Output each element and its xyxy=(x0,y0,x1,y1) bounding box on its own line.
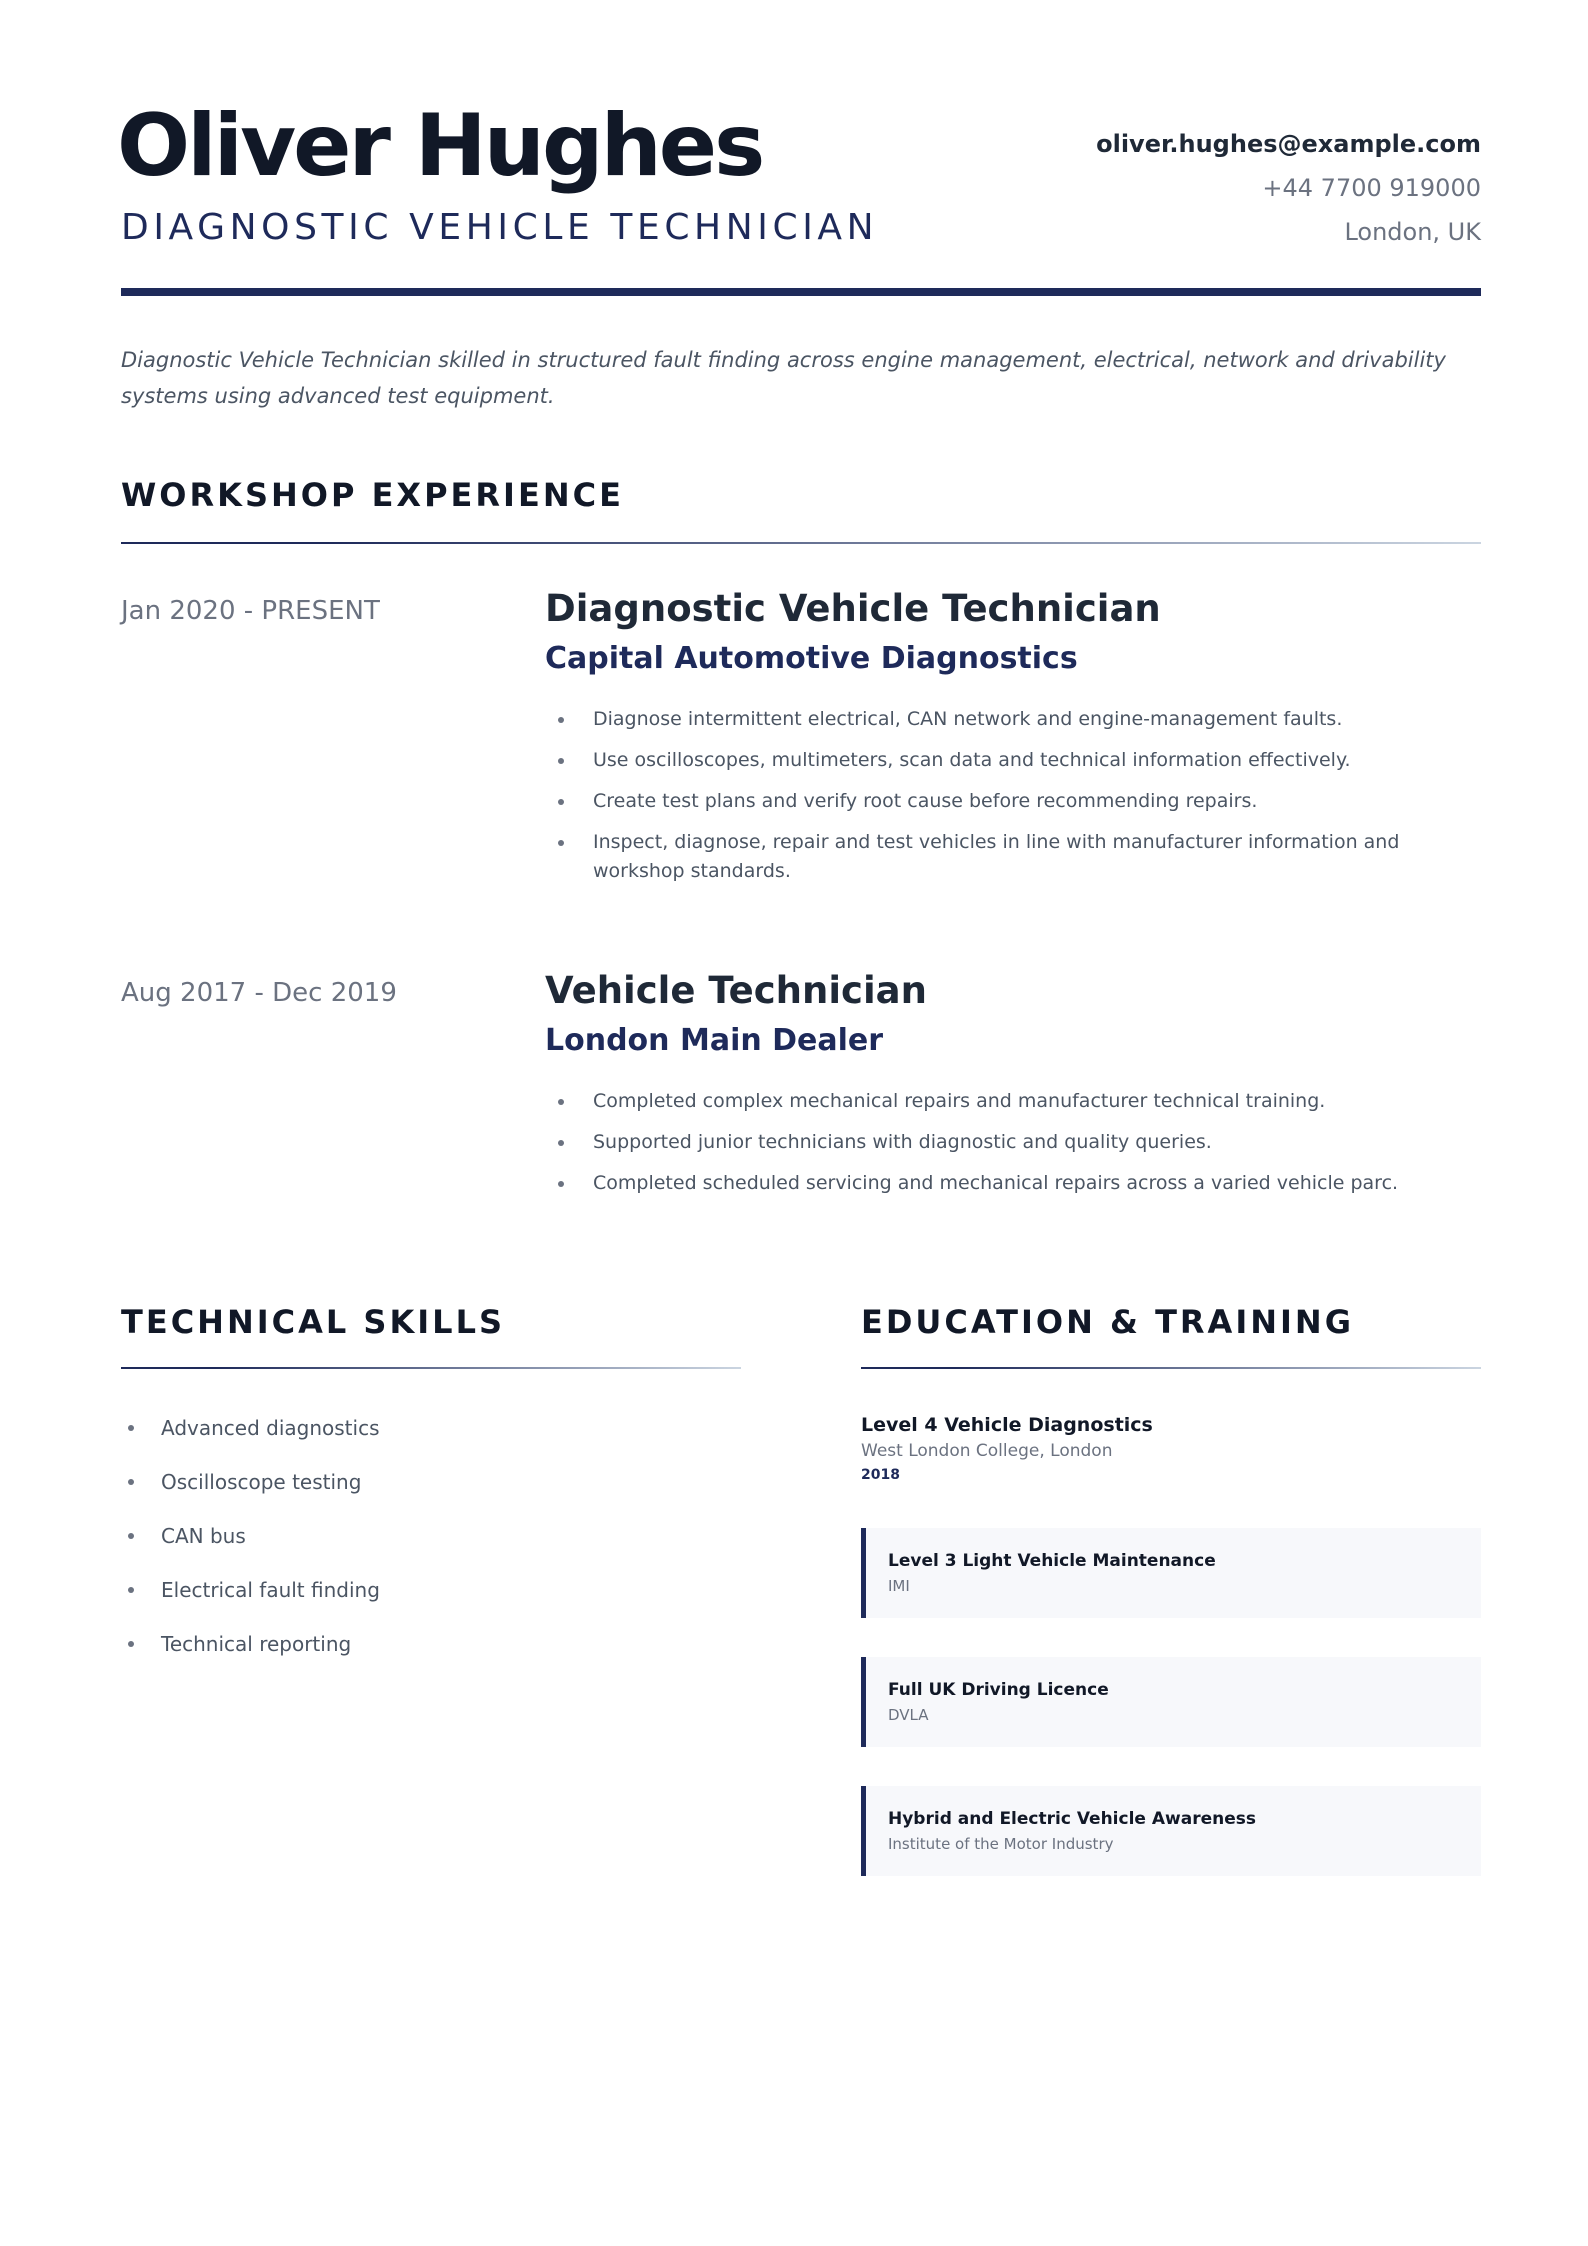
list-item xyxy=(121,1464,741,1518)
candidate-name: Oliver Hughes xyxy=(117,96,763,196)
education-heading: EDUCATION & TRAINING xyxy=(861,1303,1354,1341)
training-card xyxy=(861,1528,1481,1618)
list-item xyxy=(121,1626,741,1680)
experience-divider xyxy=(121,542,1481,544)
list-item xyxy=(545,1128,1481,1157)
skill-text: Technical reporting xyxy=(161,1632,352,1656)
bullet-icon xyxy=(128,1533,134,1539)
skills-divider xyxy=(121,1367,741,1369)
bullet-text: Use oscilloscopes, multimeters, scan data and technical information effectively. xyxy=(593,749,1351,771)
job-dates: Jan 2020 - PRESENT xyxy=(121,596,380,626)
bullet-text: Create test plans and verify root cause before recommending repairs. xyxy=(593,790,1258,812)
list-item xyxy=(121,1410,741,1464)
training-title: Level 3 Light Vehicle Maintenance xyxy=(888,1551,1216,1571)
job-title: Diagnostic Vehicle Technician xyxy=(545,587,1161,630)
list-item xyxy=(545,787,1481,816)
list-item xyxy=(121,1518,741,1572)
contact-location: London, UK xyxy=(1344,218,1481,246)
education-year: 2018 xyxy=(861,1467,900,1483)
contact-phone: +44 7700 919000 xyxy=(1262,174,1481,202)
job-bullets xyxy=(545,705,1481,898)
job-dates: Aug 2017 - Dec 2019 xyxy=(121,978,397,1008)
job-company: Capital Automotive Diagnostics xyxy=(545,641,1078,676)
skill-text: CAN bus xyxy=(161,1524,246,1548)
skill-text: Advanced diagnostics xyxy=(161,1416,380,1440)
job-bullets xyxy=(545,1087,1481,1210)
bullet-icon xyxy=(558,1099,564,1105)
bullet-text: Completed complex mechanical repairs and manufacturer technical training. xyxy=(593,1090,1326,1112)
job-title: Vehicle Technician xyxy=(545,969,927,1012)
list-item xyxy=(545,1087,1481,1116)
contact-email[interactable]: oliver.hughes@example.com xyxy=(1096,130,1481,158)
bullet-text: Supported junior technicians with diagnostic and quality queries. xyxy=(593,1131,1212,1153)
list-item xyxy=(545,746,1481,775)
bullet-text: Inspect, diagnose, repair and test vehicles in line with manufacturer information and workshop standards. xyxy=(593,831,1400,882)
experience-heading: WORKSHOP EXPERIENCE xyxy=(121,476,624,514)
bullet-icon xyxy=(128,1587,134,1593)
resume-header xyxy=(117,96,1481,296)
bullet-icon xyxy=(128,1479,134,1485)
bullet-text: Diagnose intermittent electrical, CAN network and engine-management faults. xyxy=(593,708,1343,730)
bullet-icon xyxy=(558,717,564,723)
skill-text: Oscilloscope testing xyxy=(161,1470,362,1494)
training-card xyxy=(861,1786,1481,1876)
training-card xyxy=(861,1657,1481,1747)
education-divider xyxy=(861,1367,1481,1369)
bullet-icon xyxy=(558,840,564,846)
bullet-icon xyxy=(128,1641,134,1647)
skills-list xyxy=(121,1410,741,1680)
bullet-icon xyxy=(558,799,564,805)
training-title: Full UK Driving Licence xyxy=(888,1680,1109,1700)
header-divider xyxy=(121,288,1481,296)
candidate-role: DIAGNOSTIC VEHICLE TECHNICIAN xyxy=(121,207,879,248)
contact-block xyxy=(1096,128,1481,260)
education-title: Level 4 Vehicle Diagnostics xyxy=(861,1414,1153,1436)
education-institution: West London College, London xyxy=(861,1441,1113,1461)
bullet-icon xyxy=(558,1140,564,1146)
list-item xyxy=(545,705,1481,734)
profile-summary: Diagnostic Vehicle Technician skilled in structured fault finding across engine management, electrical, network and drivability systems using advanced test equipment. xyxy=(121,348,1446,408)
education-entry xyxy=(861,1412,1481,1486)
bullet-text: Completed scheduled servicing and mechanical repairs across a varied vehicle parc. xyxy=(593,1172,1399,1194)
skill-text: Electrical fault finding xyxy=(161,1578,380,1602)
job-company: London Main Dealer xyxy=(545,1023,884,1058)
training-issuer: DVLA xyxy=(888,1706,929,1724)
list-item xyxy=(545,1169,1481,1198)
training-title: Hybrid and Electric Vehicle Awareness xyxy=(888,1809,1256,1829)
training-issuer: Institute of the Motor Industry xyxy=(888,1835,1114,1853)
list-item xyxy=(545,828,1481,886)
bullet-icon xyxy=(128,1425,134,1431)
bullet-icon xyxy=(558,1181,564,1187)
list-item xyxy=(121,1572,741,1626)
training-issuer: IMI xyxy=(888,1577,910,1595)
bullet-icon xyxy=(558,758,564,764)
skills-heading: TECHNICAL SKILLS xyxy=(121,1303,505,1341)
